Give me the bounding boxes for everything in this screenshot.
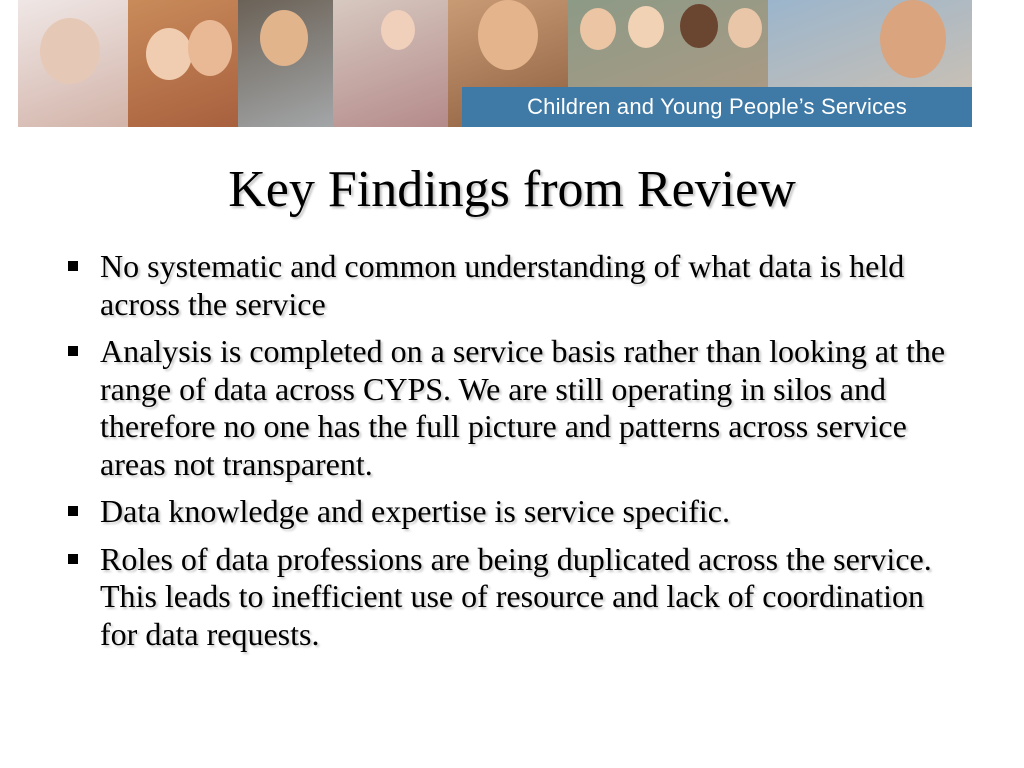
banner-photo-mother-child [128,0,239,127]
bullet-square-icon [68,554,78,564]
banner-photo-boy-reading [238,0,334,127]
banner-caption: Children and Young People’s Services [527,94,907,119]
bullet-item [64,493,964,531]
bullet-square-icon [68,261,78,271]
bullet-text: No systematic and common understanding of what data is held across the service [100,248,905,322]
bullet-square-icon [68,346,78,356]
bullet-item [64,541,964,654]
bullet-item [64,248,964,323]
banner-caption-strip [462,87,972,127]
bullet-text: Data knowledge and expertise is service specific. [100,493,730,529]
bullet-item [64,333,964,483]
banner-photo-girl-wheelchair [333,0,449,127]
banner-photo-baby [18,0,129,127]
bullet-square-icon [68,506,78,516]
bullet-text: Roles of data professions are being duplicated across the service. This leads to inefficient use of resource and lack of coordination for data requests. [100,540,932,652]
slide-title: Key Findings from Review [228,161,796,218]
bullet-list [64,248,964,663]
bullet-text: Analysis is completed on a service basis rather than looking at the range of data across CYPS. We are still operating in silos and therefore no one has the full picture and patterns across service areas not transparent. [100,333,946,482]
header-banner [18,0,972,127]
